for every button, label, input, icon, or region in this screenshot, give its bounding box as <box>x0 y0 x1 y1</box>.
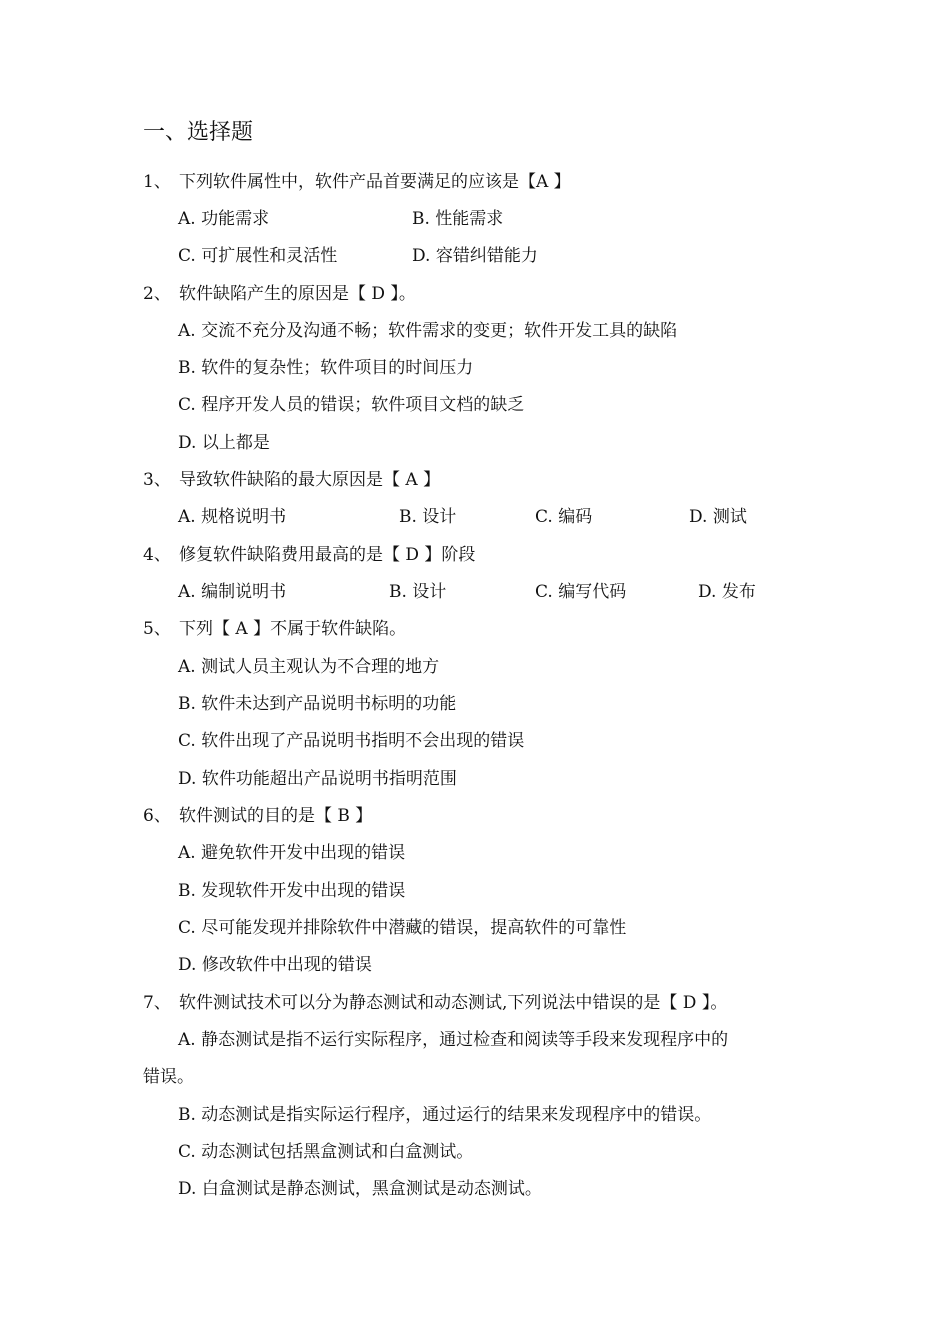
question-number: 2、 <box>143 284 171 304</box>
option-b: B. 性能需求 <box>412 209 504 229</box>
question-text: 软件测试技术可以分为静态测试和动态测试,下列说法中错误的是【 D 】。 <box>179 993 728 1013</box>
question-4 <box>143 543 475 567</box>
section-title: 一、选择题 <box>143 120 254 145</box>
option-a: A. 规格说明书 <box>178 507 287 527</box>
option-d: D. 修改软件中出现的错误 <box>178 955 372 975</box>
option-a: A. 避免软件开发中出现的错误 <box>178 843 406 863</box>
question-2 <box>143 282 416 306</box>
option-a: A. 交流不充分及沟通不畅；软件需求的变更；软件开发工具的缺陷 <box>178 321 678 341</box>
option-d: D. 测试 <box>689 507 747 527</box>
question-7 <box>143 991 727 1015</box>
question-3 <box>143 468 440 492</box>
option-c: C. 编写代码 <box>535 582 627 602</box>
question-text: 下列软件属性中，软件产品首要满足的应该是【A 】 <box>179 172 571 192</box>
question-number: 5、 <box>143 619 171 639</box>
option-d: D. 以上都是 <box>178 433 270 453</box>
question-5 <box>143 617 406 641</box>
option-c: C. 编码 <box>535 507 593 527</box>
option-a: A. 测试人员主观认为不合理的地方 <box>178 657 440 677</box>
option-a: A. 编制说明书 <box>178 582 287 602</box>
question-text: 软件测试的目的是【 B 】 <box>179 806 373 826</box>
option-a-continuation: 错误。 <box>143 1067 194 1087</box>
option-d: D. 白盒测试是静态测试，黑盒测试是动态测试。 <box>178 1179 542 1199</box>
option-b: B. 软件未达到产品说明书标明的功能 <box>178 694 457 714</box>
option-a: A. 静态测试是指不运行实际程序，通过检查和阅读等手段来发现程序中的 <box>178 1030 729 1050</box>
question-text: 下列【 A 】不属于软件缺陷。 <box>179 619 407 639</box>
option-d: D. 容错纠错能力 <box>412 246 538 266</box>
question-number: 6、 <box>143 806 171 826</box>
option-d: D. 发布 <box>698 582 756 602</box>
question-number: 1、 <box>143 172 171 192</box>
option-b: B. 设计 <box>399 507 457 527</box>
option-b: B. 设计 <box>389 582 447 602</box>
question-number: 4、 <box>143 545 171 565</box>
option-a: A. 功能需求 <box>178 209 270 229</box>
question-number: 7、 <box>143 993 171 1013</box>
option-c: C. 动态测试包括黑盒测试和白盒测试。 <box>178 1142 474 1162</box>
question-6 <box>143 804 372 828</box>
question-text: 导致软件缺陷的最大原因是【 A 】 <box>179 470 441 490</box>
option-d: D. 软件功能超出产品说明书指明范围 <box>178 769 457 789</box>
question-number: 3、 <box>143 470 171 490</box>
option-b: B. 动态测试是指实际运行程序，通过运行的结果来发现程序中的错误。 <box>178 1105 712 1125</box>
question-text: 修复软件缺陷费用最高的是【 D 】阶段 <box>179 545 476 565</box>
question-text: 软件缺陷产生的原因是【 D 】。 <box>179 284 416 304</box>
option-c: C. 软件出现了产品说明书指明不会出现的错误 <box>178 731 525 751</box>
option-c: C. 可扩展性和灵活性 <box>178 246 338 266</box>
option-b: B. 软件的复杂性；软件项目的时间压力 <box>178 358 474 378</box>
option-c: C. 尽可能发现并排除软件中潜藏的错误，提高软件的可靠性 <box>178 918 627 938</box>
option-c: C. 程序开发人员的错误；软件项目文档的缺乏 <box>178 395 525 415</box>
option-b: B. 发现软件开发中出现的错误 <box>178 881 406 901</box>
question-1 <box>143 170 571 194</box>
